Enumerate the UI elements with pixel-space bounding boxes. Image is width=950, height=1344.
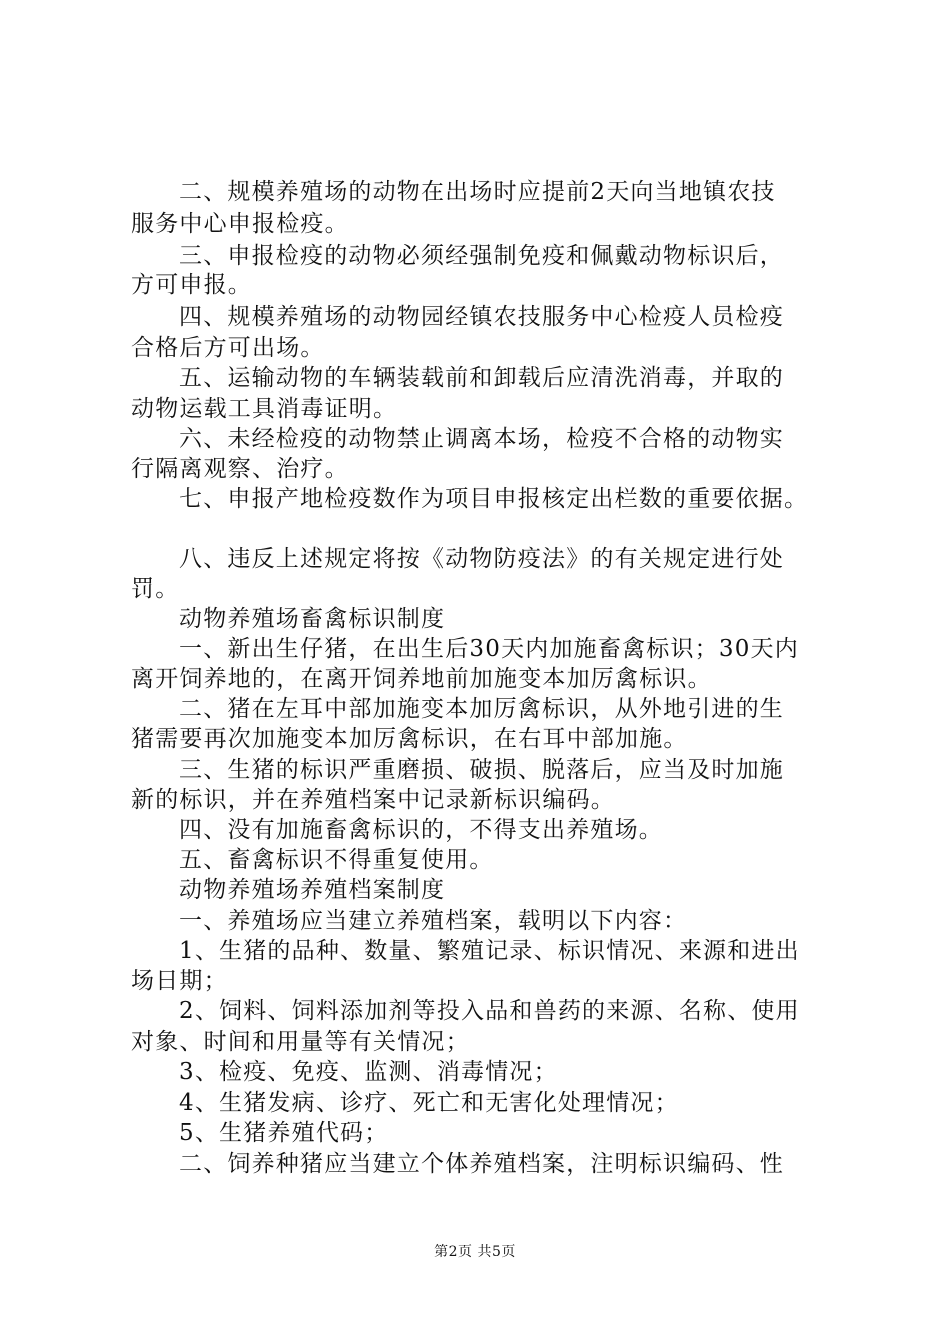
text-line: 方可申报。 bbox=[131, 272, 252, 298]
text-line: 行隔离观察、治疗。 bbox=[131, 456, 349, 482]
page-footer: 第2页 共5页 bbox=[434, 1244, 516, 1260]
section-heading: 动物养殖场畜禽标识制度 bbox=[179, 606, 446, 632]
text-line: 5、生猪养殖代码； bbox=[179, 1120, 389, 1146]
text-line: 对象、时间和用量等有关情况； bbox=[131, 1029, 470, 1055]
text-line: 二、猪在左耳中部加施变本加厉禽标识，从外地引进的生 bbox=[179, 696, 784, 722]
text-line: 四、没有加施畜禽标识的，不得支出养殖场。 bbox=[179, 817, 663, 843]
text-line: 4、生猪发病、诊疗、死亡和无害化处理情况； bbox=[179, 1090, 679, 1116]
text-line: 合格后方可出场。 bbox=[131, 335, 325, 361]
text-line: 新的标识，并在养殖档案中记录新标识编码。 bbox=[131, 787, 615, 813]
text-line: 离开饲养地的，在离开饲养地前加施变本加厉禽标识。 bbox=[131, 666, 712, 692]
text-line: 动物运载工具消毒证明。 bbox=[131, 396, 398, 422]
text-line: 2、饲料、饲料添加剂等投入品和兽药的来源、名称、使用 bbox=[179, 998, 800, 1024]
section-heading: 动物养殖场养殖档案制度 bbox=[179, 877, 446, 903]
text-line: 二、饲养种猪应当建立个体养殖档案，注明标识编码、性 bbox=[179, 1151, 784, 1177]
text-line: 五、畜禽标识不得重复使用。 bbox=[179, 847, 494, 873]
text-line: 五、运输动物的车辆装载前和卸载后应清洗消毒，并取的 bbox=[179, 365, 784, 391]
text-line: 一、养殖场应当建立养殖档案，载明以下内容： bbox=[179, 908, 688, 934]
text-line: 八、违反上述规定将按《动物防疫法》的有关规定进行处 bbox=[179, 546, 784, 572]
text-line: 1、生猪的品种、数量、繁殖记录、标识情况、来源和进出 bbox=[179, 938, 800, 964]
text-line: 三、生猪的标识严重磨损、破损、脱落后，应当及时加施 bbox=[179, 757, 784, 783]
text-line: 二、规模养殖场的动物在出场时应提前2天向当地镇农技 bbox=[179, 179, 776, 205]
text-line: 场日期； bbox=[131, 968, 228, 994]
text-line: 3、检疫、免疫、监测、消毒情况； bbox=[179, 1059, 558, 1085]
text-line: 七、申报产地检疫数作为项目申报核定出栏数的重要依据。 bbox=[179, 486, 809, 512]
text-line: 六、未经检疫的动物禁止调离本场，检疫不合格的动物实 bbox=[179, 426, 784, 452]
text-line: 四、规模养殖场的动物园经镇农技服务中心检疫人员检疫 bbox=[179, 304, 784, 330]
text-line: 罚。 bbox=[131, 576, 180, 602]
text-line: 猪需要再次加施变本加厉禽标识，在右耳中部加施。 bbox=[131, 726, 688, 752]
text-line: 一、新出生仔猪，在出生后30天内加施畜禽标识；30天内 bbox=[179, 636, 799, 662]
text-line: 服务中心申报检疫。 bbox=[131, 211, 349, 237]
text-line: 三、申报检疫的动物必须经强制免疫和佩戴动物标识后， bbox=[179, 243, 784, 269]
